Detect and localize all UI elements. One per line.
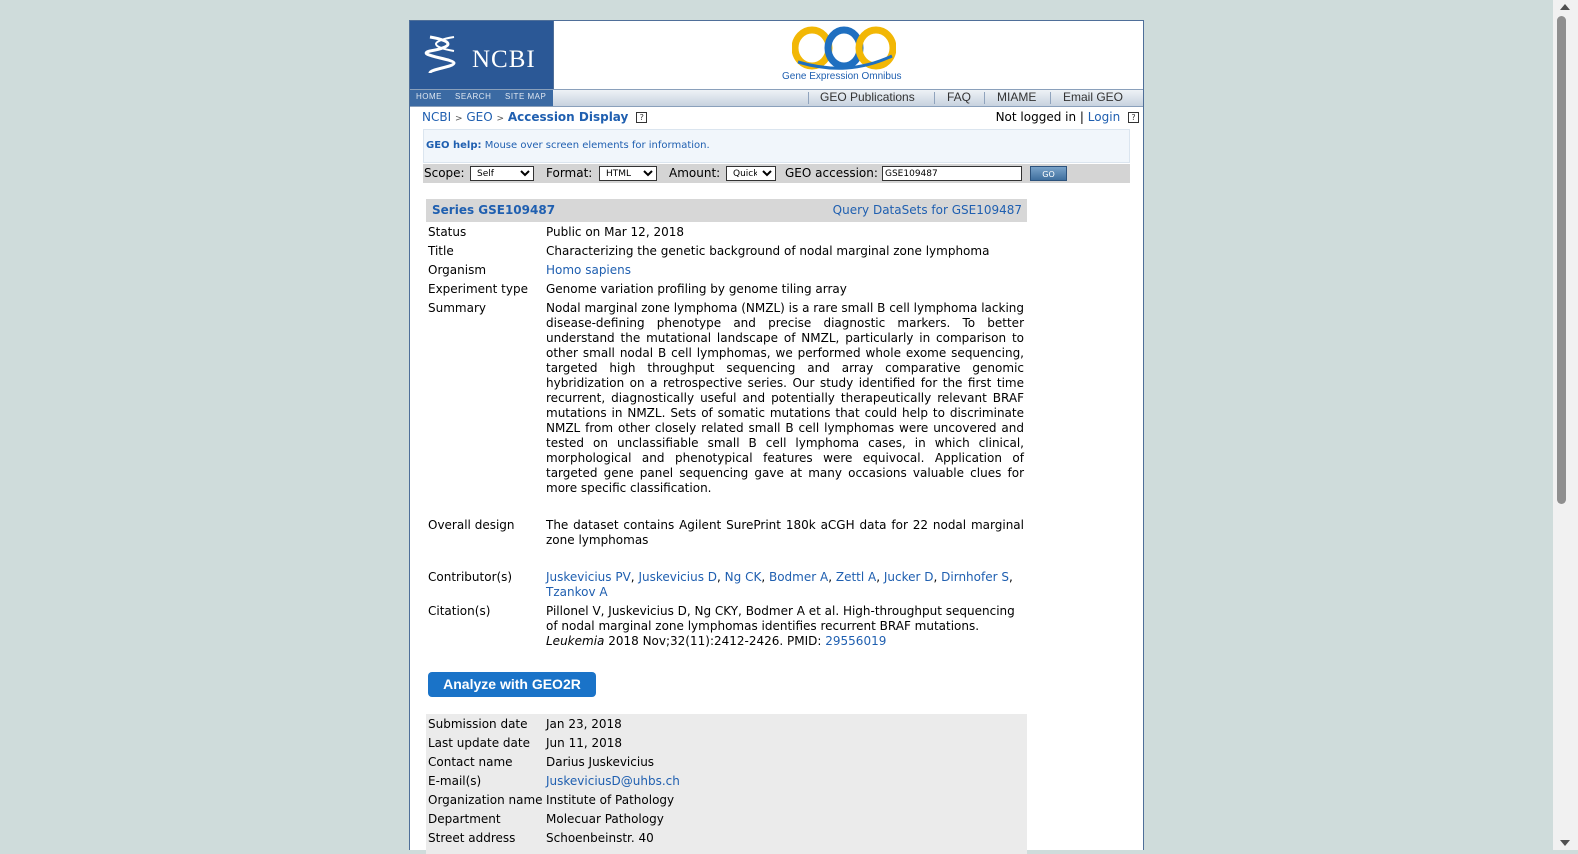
contributor-link[interactable]: Ng CK <box>724 570 762 584</box>
contributor-link[interactable]: Zettl A <box>835 570 877 584</box>
field-value-submission-date: Jan 23, 2018 <box>546 717 622 731</box>
field-label-department: Department <box>428 812 501 826</box>
field-label-submission-date: Submission date <box>428 717 528 731</box>
scrollbar-thumb[interactable] <box>1557 16 1566 504</box>
field-value-status: Public on Mar 12, 2018 <box>546 225 684 239</box>
format-select[interactable] <box>599 166 657 181</box>
nav-search[interactable]: SEARCH <box>455 92 492 101</box>
accession-controls <box>423 164 1130 183</box>
field-label-contributors: Contributor(s) <box>428 570 513 584</box>
scope-select[interactable] <box>470 166 534 181</box>
geo-help-label: GEO help: <box>426 140 482 151</box>
email-link[interactable]: JuskeviciusD@uhbs.ch <box>546 774 680 788</box>
field-value-experiment-type: Genome variation profiling by genome tiling array <box>546 282 847 296</box>
page-frame <box>409 20 1144 850</box>
dna-helix-icon <box>424 33 460 75</box>
nav-separator <box>984 92 985 104</box>
geo-help-text: Mouse over screen elements for information. <box>484 140 710 151</box>
breadcrumb-current: Accession Display <box>507 110 629 124</box>
pmid-link[interactable]: 29556019 <box>825 634 887 648</box>
nav-geo-publications[interactable]: GEO Publications <box>820 90 915 104</box>
nav-separator <box>808 92 809 104</box>
ncbi-logo-text: NCBI <box>472 46 536 73</box>
nav-email-geo[interactable]: Email GEO <box>1063 90 1124 104</box>
format-label: Format: <box>546 166 593 180</box>
geo-subtitle: Gene Expression Omnibus <box>782 71 902 82</box>
login-status: Not logged in <box>995 110 1077 124</box>
field-label-last-update: Last update date <box>428 736 530 750</box>
query-datasets-link[interactable]: Query DataSets for GSE109487 <box>832 203 1022 217</box>
nav-separator <box>1050 92 1051 104</box>
breadcrumb-geo[interactable]: GEO <box>466 110 493 124</box>
organism-link[interactable]: Homo sapiens <box>546 263 632 277</box>
field-value-last-update: Jun 11, 2018 <box>546 736 623 750</box>
field-value-street-address: Schoenbeinstr. 40 <box>546 831 654 845</box>
field-value-overall-design: The dataset contains Agilent SurePrint 180k aCGH data for 22 nodal marginal zone lymphomas <box>546 518 1024 547</box>
field-value-contact-name: Darius Juskevicius <box>546 755 655 769</box>
contributor-link[interactable]: Tzankov A <box>546 585 608 599</box>
accession-label: GEO accession: <box>785 166 878 180</box>
contributor-link[interactable]: Juskevicius D <box>638 570 718 584</box>
citation-journal: Leukemia <box>546 634 605 648</box>
geo-help-box <box>423 129 1130 163</box>
field-label-status: Status <box>428 225 467 239</box>
field-label-title: Title <box>428 244 454 258</box>
login-area <box>996 110 1139 124</box>
go-button[interactable]: GO <box>1030 166 1067 181</box>
contributor-link[interactable]: Jucker D <box>883 570 934 584</box>
citation-ref: 2018 Nov;32(11):2412-2426. PMID: <box>608 634 822 648</box>
field-label-organism: Organism <box>428 263 487 277</box>
field-value-organization: Institute of Pathology <box>546 793 675 807</box>
field-label-contact-name: Contact name <box>428 755 513 769</box>
amount-label: Amount: <box>669 166 721 180</box>
login-separator: | <box>1079 110 1084 124</box>
field-label-summary: Summary <box>428 301 486 315</box>
field-value-department: Molecuar Pathology <box>546 812 664 826</box>
help-icon[interactable]: ? <box>636 112 647 123</box>
nav-miame[interactable]: MIAME <box>997 90 1037 104</box>
breadcrumb-ncbi[interactable]: NCBI <box>422 110 452 124</box>
nav-left <box>410 90 553 106</box>
field-label-overall-design: Overall design <box>428 518 515 532</box>
scroll-up-icon[interactable] <box>1560 4 1570 10</box>
header <box>410 21 1143 89</box>
field-label-street-address: Street address <box>428 831 516 845</box>
nav-home[interactable]: HOME <box>416 92 442 101</box>
citation <box>546 604 1024 649</box>
field-value-title: Characterizing the genetic background of nodal marginal zone lymphoma <box>546 244 990 258</box>
accession-input[interactable] <box>882 166 1022 181</box>
scroll-down-icon[interactable] <box>1560 840 1570 846</box>
field-label-email: E-mail(s) <box>428 774 482 788</box>
field-value-summary: Nodal marginal zone lymphoma (NMZL) is a rare small B cell lymphoma lacking disease-defining phenotype and precise diagnostic markers. To better understand the mutational landscape of NMZL, particularly in comparison to other small nodal B cell lymphomas, we performed whole exome sequencing, targeted high throughput sequencing and array comparative genomic hybridization on a retrospective series. Our study identified for the first time recurrent, diagnostically useful and potentially therapeutically relevant BRAF mutations in NMZL. Sets of somatic mutations that could help to discriminate NMZL from other closely related small B cell lymphomas were uncovered and tested on unclassifiable small B cell lymphoma cases, in which clinical, morphological and phenotypical features were equivocal. Application of targeted gene panel sequencing gave at many occasions valuable clues for more specific classification. <box>546 301 1025 495</box>
geo-logo[interactable] <box>554 21 1143 89</box>
nav-separator <box>934 92 935 104</box>
breadcrumb <box>422 110 647 124</box>
contributor-link[interactable]: Dirnhofer S <box>941 570 1009 584</box>
breadcrumb-separator: > <box>454 114 463 124</box>
scope-label: Scope: <box>424 166 465 180</box>
field-label-experiment-type: Experiment type <box>428 282 528 296</box>
help-icon[interactable]: ? <box>1128 112 1139 123</box>
login-link[interactable]: Login <box>1087 110 1121 124</box>
nav-faq[interactable]: FAQ <box>947 90 972 104</box>
series-title: Series GSE109487 <box>432 203 556 217</box>
nav-bar <box>410 89 1143 107</box>
field-label-citations: Citation(s) <box>428 604 491 618</box>
series-header <box>426 199 1027 222</box>
contributor-link[interactable]: Juskevicius PV <box>546 570 631 584</box>
contributors-list: Juskevicius PV, Juskevicius D, Ng CK, Bodmer A, Zettl A, Jucker D, Dirnhofer S, Tzankov A <box>546 570 1013 599</box>
amount-select[interactable] <box>726 166 776 181</box>
breadcrumb-separator: > <box>496 114 505 124</box>
contributor-link[interactable]: Bodmer A <box>768 570 829 584</box>
ncbi-logo[interactable] <box>410 21 554 89</box>
geo-logo-icon <box>792 26 896 72</box>
analyze-geo2r-button[interactable]: Analyze with GEO2R <box>428 672 596 697</box>
citation-text: Pillonel V, Juskevicius D, Ng CKY, Bodmer A et al. High-throughput sequencing of nodal marginal zone lymphomas identifies recurrent BRAF mutations. <box>546 604 1015 633</box>
nav-site-map[interactable]: SITE MAP <box>505 92 547 101</box>
vertical-scrollbar[interactable] <box>1553 0 1578 850</box>
field-label-organization: Organization name <box>428 793 543 807</box>
